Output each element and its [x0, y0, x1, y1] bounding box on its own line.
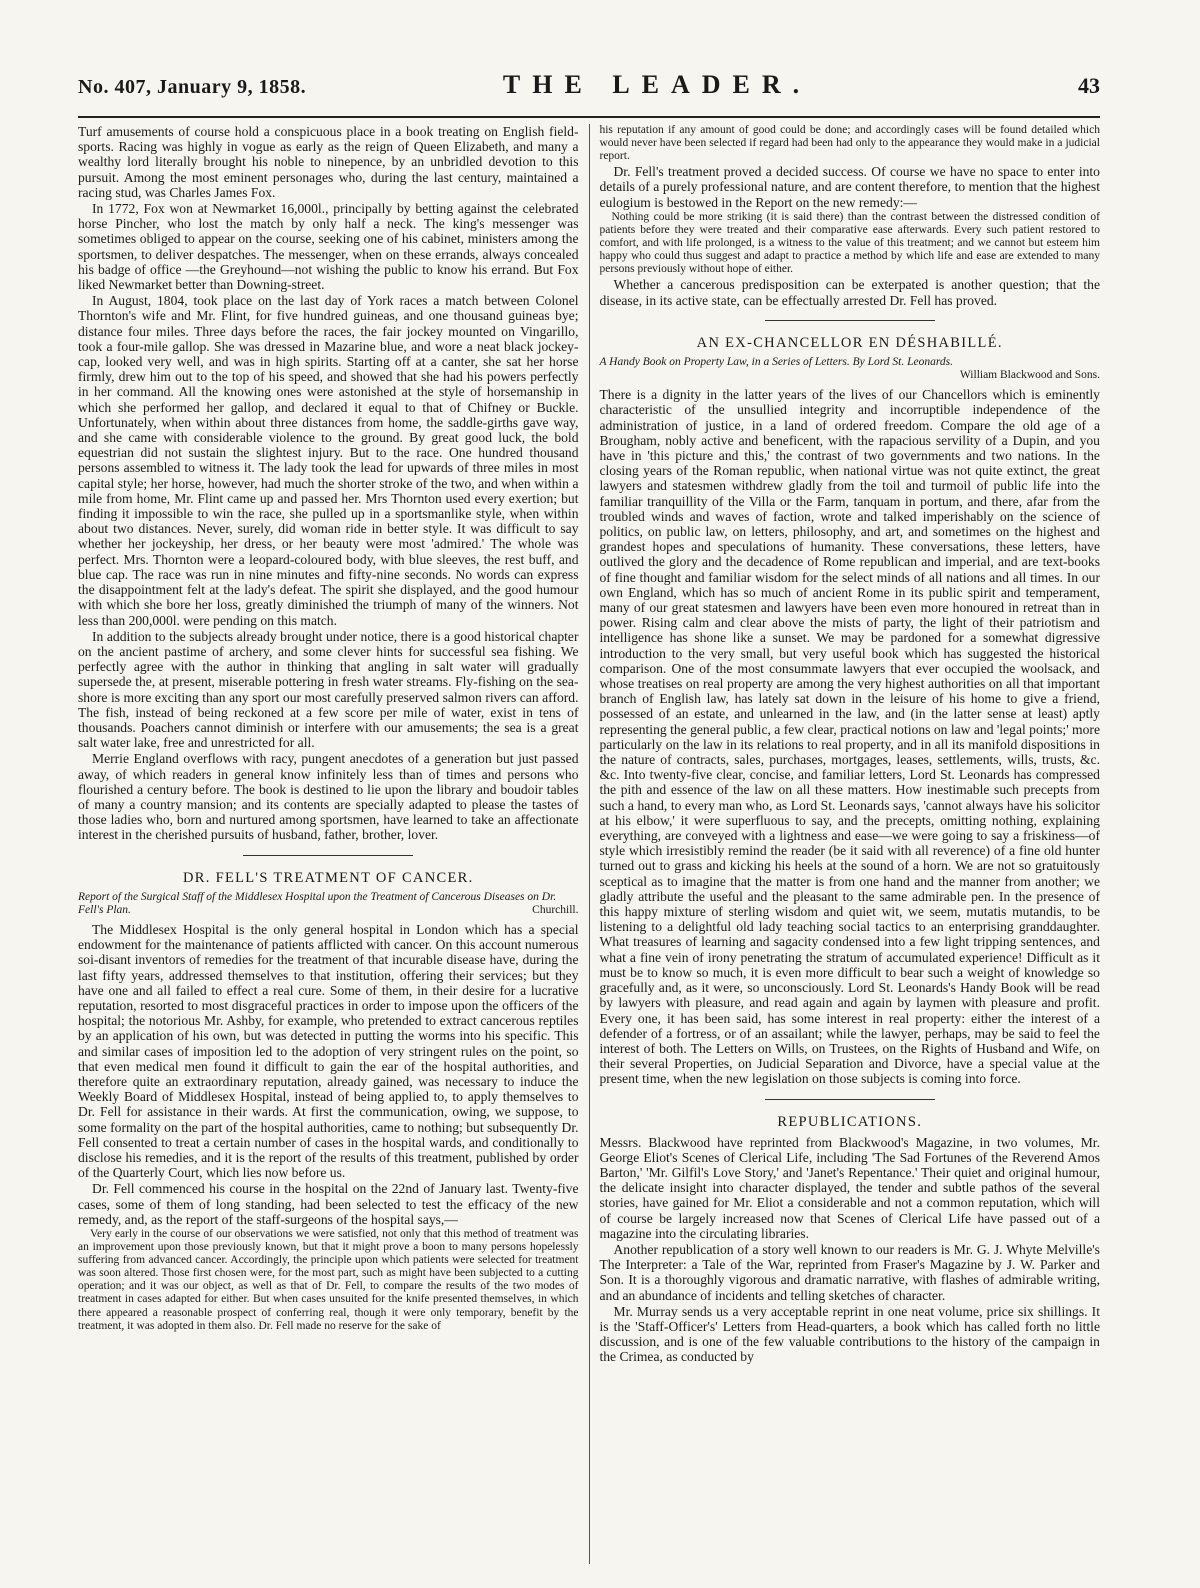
report-quote: Very early in the course of our observations we were satisfied, not only that this method of treatment was an improvement upon those previously known, but that it might prove a boon to many persons hopelessly suffering from advanced cancer. Accordingly, the principle upon which patients were selected for treatment was soon altered. Those first chosen were, for the most part, such as might have been subjected to a cutting operation; and it was our object, as well as that of Dr. Fell, to compare the results of the two modes of treatment in cases adapted for either. But when cases unsuited for the knife presented themselves, in which there appeared a reasonable prospect of conferring real, though it were only temporary, benefit by the treatment, it was adopted in them also. Dr. Fell made no reserve for the sake of	[78, 1228, 579, 1332]
article-paragraph: The Middlesex Hospital is the only general hospital in London which has a special endowment for the maintenance of patients afflicted with cancer. On this account numerous soi-disant inventors of remedies for the treatment of that incurable disease have, during the last fifty years, addressed themselves to that institution, offering their services; but they have one and all failed to effect a real cure. Some of them, in their desire for a lucrative reputation, resorted to most disgraceful practices in order to impose upon the officers of the hospital; the notorious Mr. Ashby, for example, who pretended to extract cancerous reptiles by an application of his own, but was detected in putting the worms into his specific. This and similar cases of imposition led to the adoption of very stringent rules on the point, so that even medical men found it difficult to gain the ear of the hospital authorities, and therefore quite an extraordinary reputation, already gained, was necessary to induce the Weekly Board of Middlesex Hospital, instead of being applied to, to apply themselves to Dr. Fell for assistance in their wards. At first the communication, owing, we suppose, to some formality on the part of the hospital authorities, came to nothing; but subsequently Dr. Fell consented to treat a certain number of cases in the hospital wards, and conditionally to disclose his remedies, and it is the report of the results of this treatment, published by order of the Quarterly Court, which lies now before us.	[78, 921, 579, 1181]
right-column	[599, 124, 1100, 1579]
article-heading-fell: DR. FELL'S TREATMENT OF CANCER.	[182, 869, 474, 886]
turf-paragraph: In addition to the subjects already brought under notice, there is a good historical chapter on the ancient pastime of archery, and some clever hints for successful sea fishing. We perfectly agree with the author in thinking that angling in salt water will gradually supersede the, at present, miserable pottering in fresh water streams. Fly-fishing on the sea-shore is more exciting than any sport our most carefully preserved salmon rivers can afford. The fish, instead of being reckoned at a few score per mile of water, exist in tens of thousands. Poachers cannot diminish or interfere with our amusements; the sea is a great salt water lake, free and unrestricted for all.	[78, 628, 579, 751]
publisher-name: William Blackwood and Sons.	[959, 368, 1100, 381]
publisher-name: Churchill.	[532, 903, 579, 916]
article-paragraph: Whether a cancerous predisposition can be exterpated is another question; that the disease, in its active state, can be effectually arrested Dr. Fell has proved.	[599, 277, 1100, 308]
article-paragraph: Mr. Murray sends us a very acceptable reprint in one neat volume, price six shillings. It is the 'Staff-Officer's' Letters from Head-quarters, a book which has called forth no little discussion, and is one of the few valuable contributions to the history of the campaign in the Crimea, as conducted by	[599, 1303, 1100, 1365]
review-reference	[599, 356, 1100, 382]
book-reference: Report of the Surgical Staff of the Middlesex Hospital upon the Treatment of Cancerous Diseases on Dr. Fell's Plan.	[78, 890, 557, 916]
turf-paragraph: In 1772, Fox won at Newmarket 16,000l., principally by betting against the celebrated horse Pincher, who lost the match by only half a neck. The king's messenger was sometimes obliged to appear on the course, seeking one of his cabinet, ministers among the sportsmen, to deliver despatches. The messenger, when on these errands, always concealed his badge of office —the Greyhound—not wishing the public to know his errand. But Fox liked Newmarket better than Downing-street.	[78, 201, 579, 293]
page-number: 43	[1078, 73, 1100, 98]
turf-paragraph: Turf amusements of course hold a conspicuous place in a book treating on English field-sports. Racing was highly in vogue as early as the reign of Queen Elizabeth, and many a wealthy lord literally brought his noble to ninepence, by an unbridled devotion to this pursuit. Among the most eminent personages who, during the last century, maintained a racing stud, was Charles James Fox.	[78, 124, 579, 200]
article-heading-republications: REPUBLICATIONS.	[777, 1113, 923, 1130]
article-paragraph: Messrs. Blackwood have reprinted from Blackwood's Magazine, in two volumes, Mr. George Eliot's Scenes of Clerical Life, including 'The Sad Fortunes of the Reverend Amos Barton,' 'Mr. Gilfil's Love Story,' and 'Janet's Repentance.' Their quiet and original humour, the delicate insight into character displayed, the tender and subtle pathos of the several stories, have gained for Mr. Eliot a considerable and not a common reputation, which will of course be largely increased now that Scenes of Clerical Life have passed out of a magazine into the circulating libraries.	[599, 1134, 1100, 1241]
article-heading-chancellor: AN EX-CHANCELLOR EN DÉSHABILLÉ.	[696, 334, 1003, 351]
article-paragraph: Dr. Fell commenced his course in the hospital on the 22nd of January last. Twenty-five cases, some of them of long standing, had been selected to test the efficacy of the new remedy, and, as the report of the staff-surgeons of the hospital says,—	[78, 1181, 579, 1227]
section-divider	[765, 1099, 935, 1100]
turf-paragraph: In August, 1804, took place on the last day of York races a match between Colonel Thornton's wife and Mr. Flint, for five hundred guineas, and one thousand guineas bye; distance four miles. Three days before the races, the fair jockey mounted on Vingarillo, took a four-mile gallop. She was dressed in Mazarine blue, and wore a neat black jockey-cap, looked very well, and was in high spirits. Starting off at a canter, she sat her horse firmly, drew him out to the top of his speed, and showed that she had his powers perfectly in her command. All the knowing ones were astonished at the style of horsemanship in which she performed her gallop, and declared it equal to that of Chifney or Buckle. Unfortunately, when within about three distances from home, the saddle-girths gave way, and she came with considerable violence to the ground. By great good luck, the bold equestrian did not sustain the slightest injury. But to the race. One hundred thousand persons assembled to witness it. The lady took the lead for upwards of three miles in most capital style; her horse, however, had much the shorter stroke of the two, and when within a mile from home, Mr. Flint came up and passed her. Mrs Thornton used every exertion; but finding it impossible to win the race, she pulled up in a sportsmanlike style, when within about two distances. Never, surely, did woman ride in better style. It was difficult to say whether her jockeyship, her dress, or her beauty were most 'admired.' The whole was perfect. Mrs. Thornton were a leopard-coloured body, with blue sleeves, the rest buff, and blue cap. The race was run in nine minutes and fifty-nine seconds. No words can express the disappointment felt at the lady's defeat. The spirit she displayed, and the good humour with which she bore her loss, greatly diminished the triumph of many of the winners. Not less than 200,000l. were pending on this match.	[78, 293, 579, 628]
book-reference: A Handy Book on Property Law, in a Series of Letters. By Lord St. Leonards.	[599, 355, 953, 368]
column-rule	[589, 124, 590, 1564]
article-paragraph: There is a dignity in the latter years of the lives of our Chancellors which is eminently characteristic of the unsullied integrity and incorruptible independence of the administration of justice, in a land of ordered freedom. Compare the old age of a Brougham, nobly active and beneficent, with the rapacious servility of a Dupin, and you have in 'this picture and this,' the contrast of two governments and two nations. In the closing years of the Roman republic, when national virtue was not quite extinct, the great lawyers and statesmen withdrew gladly from the toil and turmoil of public life into the familiar tranquillity of the Villa or the Farm, tanquam in portum, and there, afar from the troubled winds and waves of faction, wrote and talked imperishably on the science of politics, on public law, on letters, philosophy, and art, and sometimes on the highest and grandest hopes and speculations of humanity. These conversations, these letters, have outlived the glory and the decadence of Rome republican and imperial, and are text-books of fine thought and familiar wisdom for the select minds of all nations and all times. In our own England, which has so much of ancient Rome in its public spirit and temperament, many of our great statesmen and lawyers have been even more honoured in retreat than in power. Rising calm and clear above the mists of party, the light of their patriotism and intelligence has shone like a sunset. We may be pardoned for a somewhat digressive introduction to the very small, but very useful book which has suggested the historical comparison. One of the most consummate lawyers that ever occupied the woolsack, and whose treatises on real property are among the very highest authorities on all that important branch of English law, has lately sat down in the leisure of his home to give a friend, possessed of an estate, and unlearned in the law, and (in the latter sense at least) aptly representing the general public, a few clear, practical notions on law and 'legal points;' more particularly on the law in its relations to real property, and in all its manifold dispositions in the nature of contracts, sales, purchases, mortgages, leases, settlements, wills, trusts, &c. &c. Into twenty-five clear, concise, and familiar letters, Lord St. Leonards has compressed the pith and essence of the law on all these matters. How inestimable such precepts from such a hand, to every man who, as Lord St. Leonards says, 'cannot always have his solicitor at his elbow,' it were superfluous to say, and the precepts, omitting nothing, explaining everything, are conveyed with a lightness and ease—we were going to say a friskiness—of style which irresistibly remind the reader (be it said with all reverence) of a fine old hunter turned out to grass and kicking his heels at the sound of a horn. We are not so gratuitously sceptical as to imagine that the matter is from one hand and the manner from another; we gladly attribute the useful and the pleasant to the same admirable pen. In the presence of this happy mixture of sterling wisdom and quiet wit, we seem, mutatis mutandis, to be listening to a delightful old lady teaching social tactics to an enterprising granddaughter. What treasures of learning and sagacity condensed into a few light tripping sentences, and what a fine vein of irony penetrating the stratum of accumulated experience! Difficult as it must be to know so much, it is even more difficult to bear such a weight of knowledge so gracefully and, as it were, so unconsciously. Lord St. Leonards's Handy Book will be read by lawyers with pleasure, and read again and again by laymen with pleasure and profit. Every one, it has been said, has some interest in real property: either the interest of a defender of a fortress, or of an assailant; while the lawyer, perhaps, may be said to feel the interest of both. The Letters on Wills, on Trustees, on the Rights of Husband and Wife, on their several Properties, on Judicial Separation and Divorce, have a special value at the present time, when the new legislation on those subjects is coming into force.	[599, 387, 1100, 1087]
report-quote-continued: his reputation if any amount of good could be done; and accordingly cases will be found detailed which would never have been selected if regard had been had only to the appearance they would make in a judicial report.	[599, 124, 1100, 163]
columns	[78, 124, 1100, 1579]
report-quote: Nothing could be more striking (it is said there) than the contrast between the distressed condition of patients before they were treated and their comparative ease afterwards. Every such patient restored to comfort, and with life prolonged, is a witness to the value of this treatment; and we cannot but esteem him happy who could thus suggest and adapt to practice a method by which life and ease are extended to many persons previously without hope of either.	[599, 210, 1100, 276]
left-column	[78, 124, 579, 1579]
newspaper-title: THE LEADER.	[502, 70, 812, 99]
article-paragraph: Dr. Fell's treatment proved a decided success. Of course we have no space to enter into details of a purely professional nature, and are content therefore, to mention that the highest eulogium is bestowed in the Report on the new remedy:—	[599, 164, 1100, 210]
article-paragraph: Another republication of a story well known to our readers is Mr. G. J. Whyte Melville's The Interpreter: a Tale of the War, reprinted from Fraser's Magazine by J. W. Parker and Son. It is a thoroughly vigorous and dramatic narrative, with flashes of admirable writing, and an abundance of incidents and telling sketches of character.	[599, 1241, 1100, 1303]
masthead	[78, 70, 1100, 118]
section-divider	[765, 320, 935, 321]
review-reference	[78, 891, 579, 917]
issue-date: No. 407, January 9, 1858.	[78, 76, 307, 98]
section-divider	[243, 855, 413, 856]
turf-paragraph: Merrie England overflows with racy, pungent anecdotes of a generation but just passed away, of which readers in general know infinitely less than of times and persons who flourished a century before. The book is destined to lie upon the library and boudoir tables of many a country mansion; and its contents are specially adapted to please the tastes of those ladies who, born and nurtured among sportsmen, have learned to take an affectionate interest in the cherished pursuits of husband, father, brother, lover.	[78, 751, 579, 843]
